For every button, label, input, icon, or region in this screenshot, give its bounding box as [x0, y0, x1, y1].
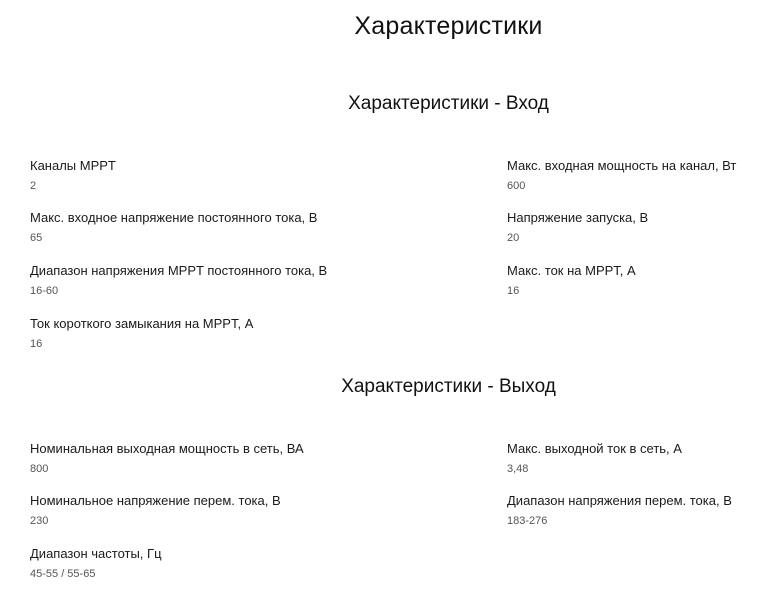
- spec-startup-voltage: [507, 210, 775, 245]
- spec-rated-ac-voltage: [30, 493, 360, 528]
- spec-max-dc-input-voltage: [30, 210, 360, 245]
- spec-max-current-per-mppt: [507, 263, 775, 298]
- spec-rated-output-power: [30, 441, 360, 476]
- spec-label: Макс. входная мощность на канал, Вт: [507, 158, 737, 173]
- spec-label: Ток короткого замыкания на MPPT, А: [30, 316, 254, 331]
- spec-frequency-range: [30, 546, 360, 581]
- spec-label: Номинальное напряжение перем. тока, В: [30, 493, 281, 508]
- spec-mppt-channels: [30, 158, 360, 193]
- page-title: Характеристики: [354, 12, 543, 40]
- spec-label: Макс. ток на MPPT, А: [507, 263, 636, 278]
- spec-value: 183-276: [507, 515, 548, 527]
- spec-value: 65: [30, 232, 43, 244]
- section-title-output: Характеристики - Выход: [341, 376, 556, 397]
- spec-value: 20: [507, 232, 520, 244]
- spec-label: Диапазон напряжения перем. тока, В: [507, 493, 732, 508]
- spec-label: Номинальная выходная мощность в сеть, ВА: [30, 441, 304, 456]
- spec-mppt-dc-voltage-range: [30, 263, 360, 298]
- spec-value: 3,48: [507, 463, 529, 475]
- spec-max-input-power-per-channel: [507, 158, 775, 193]
- spec-short-circuit-current: [30, 316, 360, 351]
- spec-value: 800: [30, 463, 49, 475]
- spec-value: 45-55 / 55-65: [30, 568, 96, 580]
- spec-label: Диапазон напряжения MPPT постоянного тока, В: [30, 263, 328, 278]
- spec-label: Напряжение запуска, В: [507, 210, 649, 225]
- spec-value: 16: [30, 338, 43, 350]
- spec-value: 2: [30, 180, 37, 192]
- spec-label: Каналы MPPT: [30, 158, 116, 173]
- spec-value: 600: [507, 180, 526, 192]
- spec-value: 230: [30, 515, 49, 527]
- spec-value: 16-60: [30, 285, 59, 297]
- spec-label: Макс. входное напряжение постоянного тока, В: [30, 210, 318, 225]
- spec-ac-voltage-range: [507, 493, 775, 528]
- section-title-input: Характеристики - Вход: [348, 93, 549, 114]
- spec-max-output-current: [507, 441, 775, 476]
- spec-value: 16: [507, 285, 520, 297]
- spec-label: Макс. выходной ток в сеть, А: [507, 441, 682, 456]
- spec-label: Диапазон частоты, Гц: [30, 546, 162, 561]
